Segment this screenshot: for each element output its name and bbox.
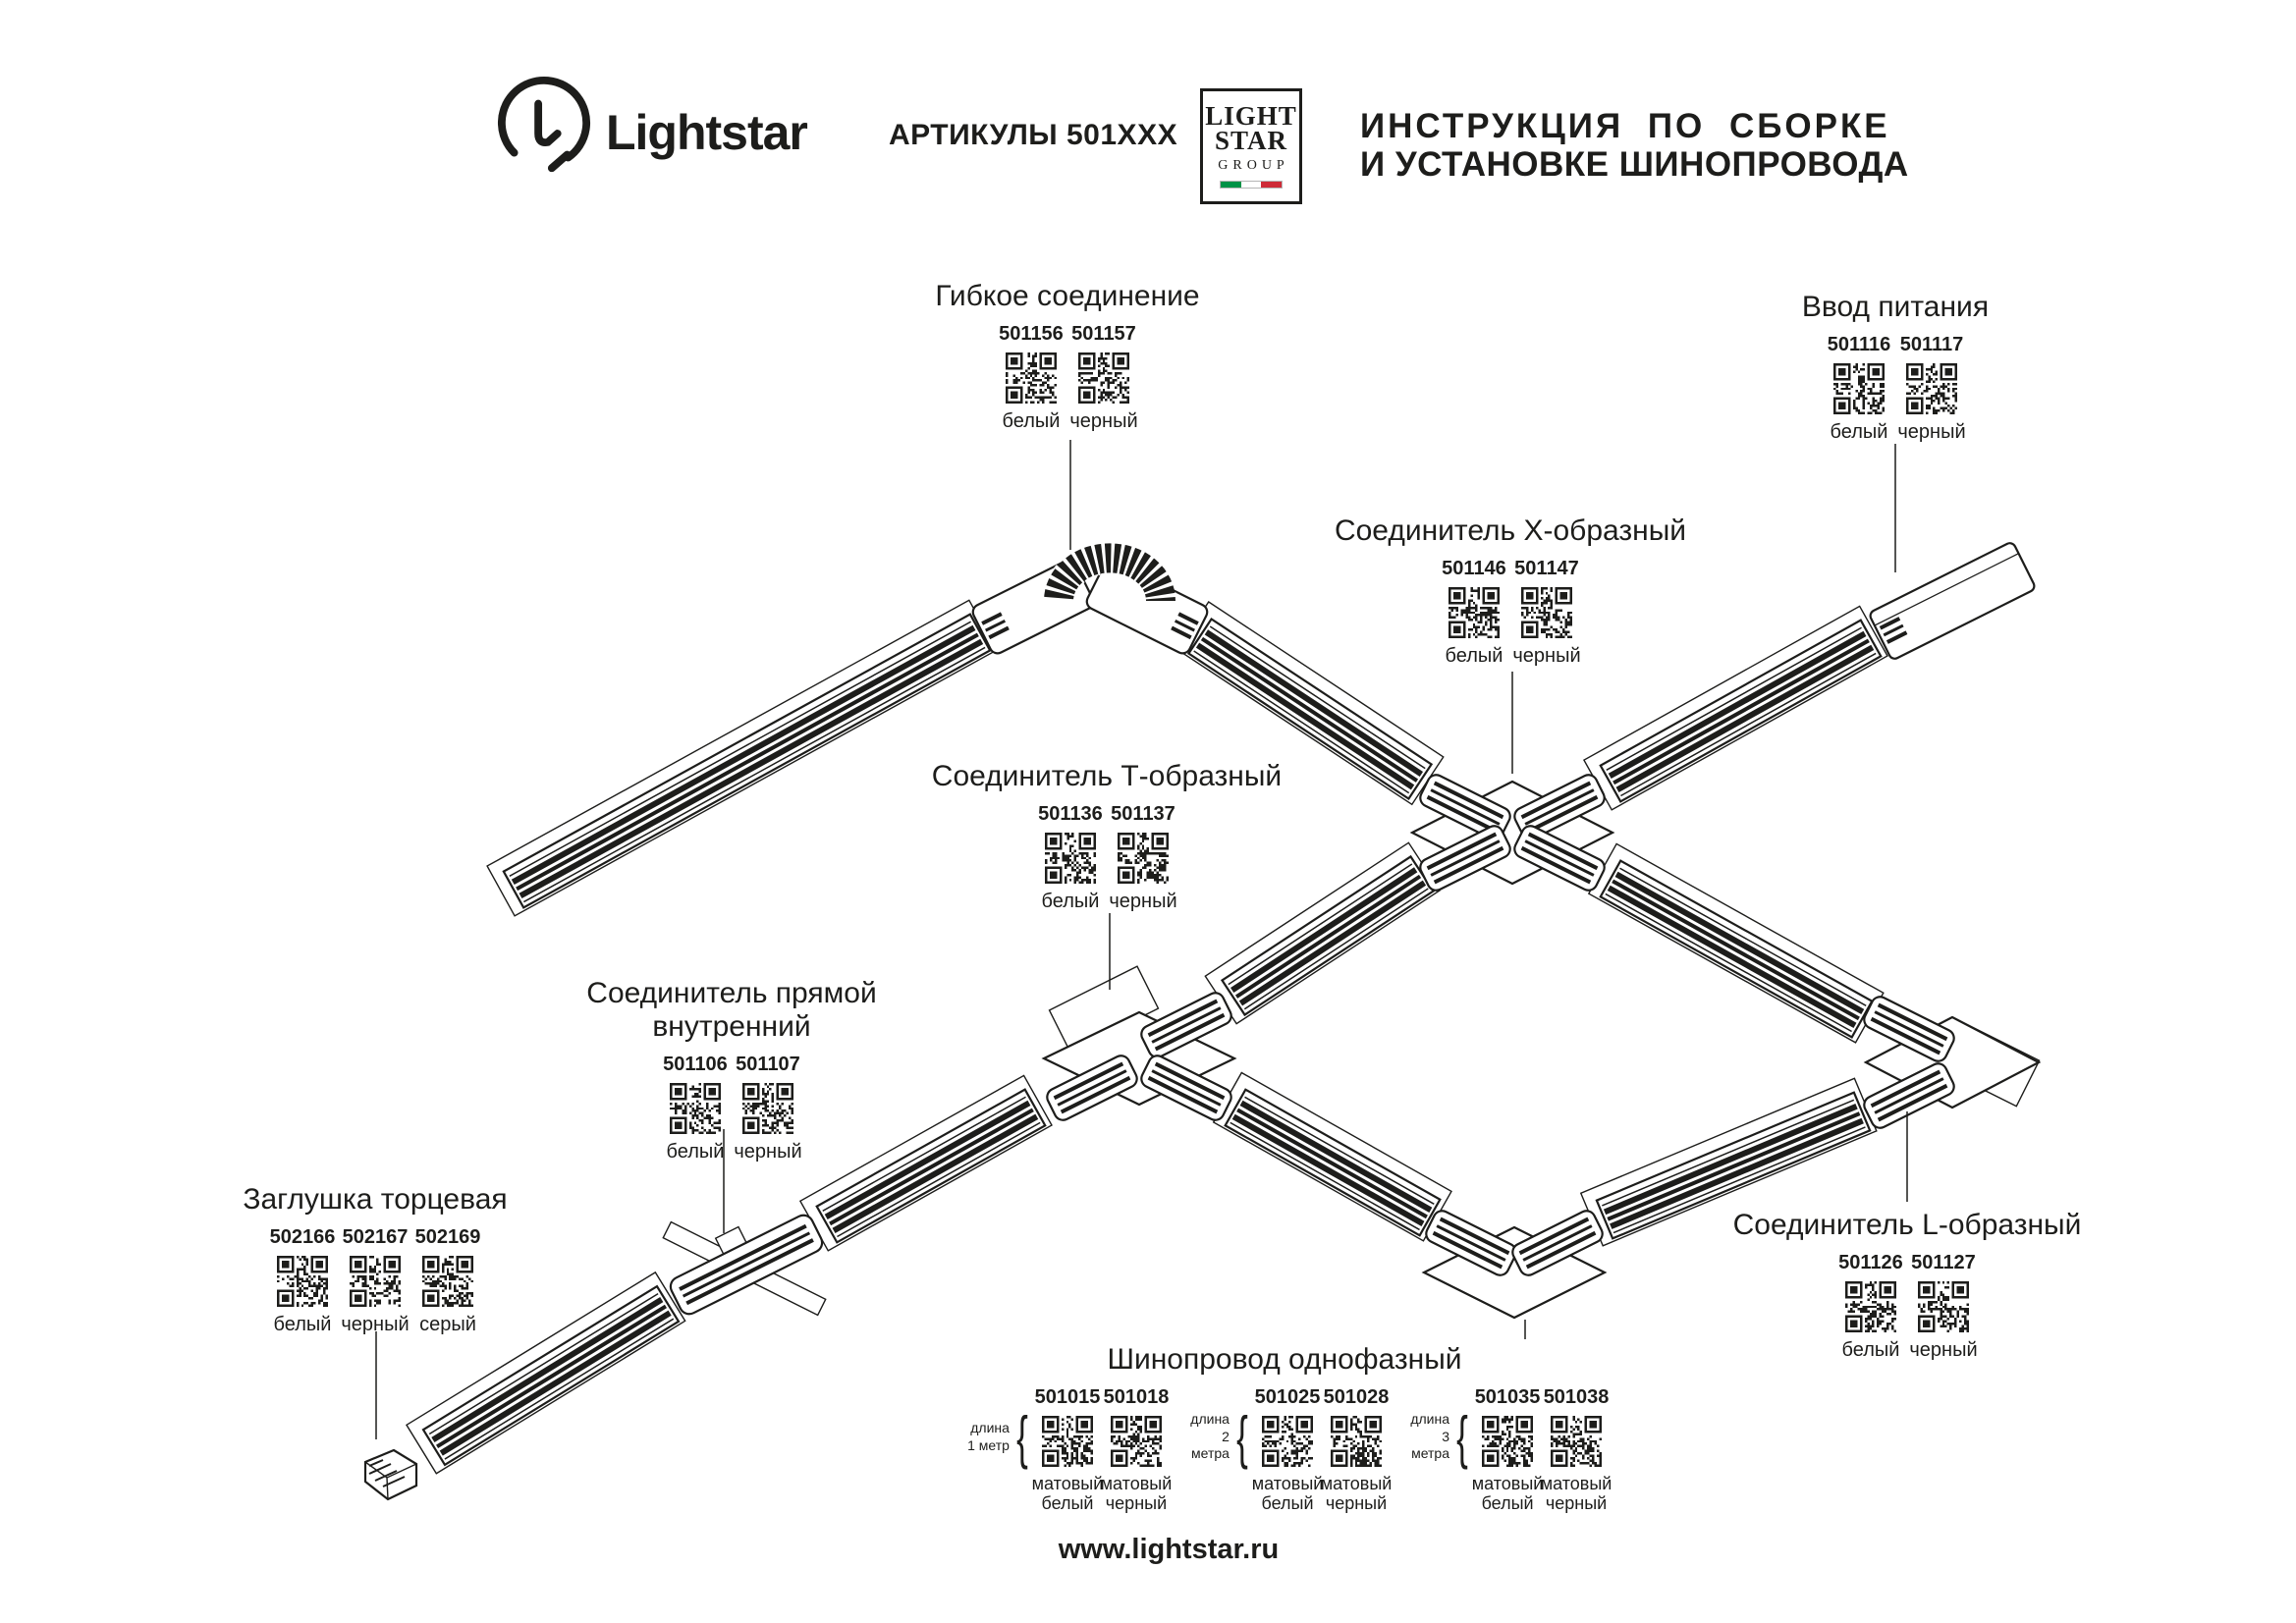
qr-row [506, 1054, 957, 1163]
brace: { [1456, 1404, 1468, 1470]
article-number: 501038 [1543, 1386, 1610, 1408]
article-item [1031, 1386, 1104, 1514]
x-connector-drawing [1412, 772, 1613, 893]
group-logo-line1: LIGHT [1205, 101, 1297, 132]
qr-code [1551, 1416, 1602, 1467]
end-cap-drawing [365, 1450, 416, 1499]
qr-row [1689, 334, 2102, 443]
article-item [1111, 803, 1175, 912]
group-title: Соединитель прямой внутренний [586, 977, 877, 1043]
qr-code [1078, 352, 1129, 404]
article-number: 501028 [1323, 1386, 1390, 1408]
qr-code [1521, 587, 1572, 638]
group-flex-connection [861, 280, 1274, 432]
article-number: 502166 [269, 1226, 336, 1248]
article-number: 501035 [1474, 1386, 1541, 1408]
article-item [1838, 1252, 1903, 1361]
qr-code [350, 1256, 401, 1307]
articles-note: АРТИКУЛЫ 501XXX [889, 119, 1178, 151]
article-number: 501136 [1038, 803, 1103, 825]
length-label: длина 2 метра [1190, 1411, 1230, 1462]
group-logo-line2: STAR [1214, 126, 1288, 155]
qr-code [1111, 1416, 1162, 1467]
document-title-line2: И УСТАНОВКЕ ШИНОПРОВОДА [1360, 145, 1909, 185]
color-label: черный [734, 1141, 802, 1163]
group-x-connector [1304, 514, 1717, 667]
article-number: 501116 [1827, 334, 1891, 355]
article-item [343, 1226, 408, 1335]
color-label: матовый черный [1100, 1474, 1173, 1514]
article-number: 501147 [1514, 558, 1579, 579]
article-item [663, 1054, 728, 1163]
article-number: 501018 [1103, 1386, 1170, 1408]
color-label: черный [1512, 645, 1581, 667]
qr-row [861, 323, 1274, 432]
article-item [1442, 558, 1506, 667]
qr-code [742, 1083, 793, 1134]
article-item [1071, 323, 1136, 432]
length-variant [960, 1386, 1173, 1514]
color-label: белый [1830, 421, 1888, 443]
length-variant [1180, 1386, 1393, 1514]
article-item [1320, 1386, 1393, 1514]
group-track-single-phase [892, 1343, 1677, 1513]
article-number: 501127 [1911, 1252, 1976, 1273]
group-title: Соединитель Х-образный [1334, 514, 1687, 547]
color-label: матовый черный [1320, 1474, 1393, 1514]
l-connector-right-drawing [1861, 994, 2039, 1131]
article-number: 502167 [342, 1226, 409, 1248]
document-title-line1: ИНСТРУКЦИЯ ПО СБОРКЕ [1360, 107, 1890, 145]
qr-row [169, 1226, 581, 1335]
color-label: черный [341, 1314, 410, 1335]
color-label: черный [1069, 410, 1138, 432]
qr-code [1906, 363, 1957, 414]
article-item [1514, 558, 1579, 667]
group-title: Шинопровод однофазный [1107, 1343, 1462, 1376]
article-number: 501126 [1838, 1252, 1903, 1273]
qr-code [1845, 1281, 1896, 1332]
article-number: 502169 [414, 1226, 481, 1248]
article-item [1471, 1386, 1544, 1514]
group-title: Соединитель L-образный [1732, 1209, 2082, 1241]
brand-name: Lightstar [606, 105, 807, 160]
article-number: 501157 [1071, 323, 1136, 345]
t-connector-drawing [1044, 966, 1234, 1123]
group-title: Гибкое соединение [935, 280, 1200, 312]
group-logo-line3: GROUP [1218, 157, 1289, 173]
qr-code [1449, 587, 1500, 638]
group-title: Заглушка торцевая [243, 1183, 508, 1216]
brace: { [1016, 1404, 1028, 1470]
qr-row [1701, 1252, 2113, 1361]
qr-code [422, 1256, 473, 1307]
color-label: черный [1909, 1339, 1978, 1361]
group-title: Соединитель Т-образный [931, 760, 1283, 792]
article-number: 501117 [1899, 334, 1964, 355]
qr-code [1042, 1416, 1093, 1467]
article-number: 501015 [1034, 1386, 1101, 1408]
qr-code [1833, 363, 1885, 414]
qr-code [1118, 833, 1169, 884]
color-label: матовый белый [1031, 1474, 1104, 1514]
track-rail [1214, 1072, 1451, 1240]
color-label: белый [666, 1141, 725, 1163]
l-connector-bottom-drawing [1423, 1208, 1605, 1318]
qr-code [1482, 1416, 1533, 1467]
color-label: матовый белый [1471, 1474, 1544, 1514]
article-item [1540, 1386, 1613, 1514]
color-label: белый [1841, 1339, 1900, 1361]
qr-code [1045, 833, 1096, 884]
group-l-connector [1701, 1209, 2113, 1361]
qr-row [901, 803, 1313, 912]
color-label: черный [1897, 421, 1966, 443]
color-label: матовый черный [1540, 1474, 1613, 1514]
article-item [415, 1226, 480, 1335]
qr-code [1918, 1281, 1969, 1332]
group-title: Ввод питания [1801, 291, 1990, 323]
color-label: серый [419, 1314, 476, 1335]
brace: { [1236, 1404, 1248, 1470]
article-number: 501106 [663, 1054, 728, 1075]
flexible-connector-drawing [970, 558, 1210, 656]
article-item [736, 1054, 800, 1163]
power-feed-drawing [1869, 541, 2037, 661]
article-item [270, 1226, 335, 1335]
group-t-connector [901, 760, 1313, 912]
article-number: 501107 [736, 1054, 800, 1075]
qr-code [1262, 1416, 1313, 1467]
article-item [1899, 334, 1964, 443]
qr-row [1304, 558, 1717, 667]
color-label: матовый белый [1251, 1474, 1324, 1514]
website-url: www.lightstar.ru [1058, 1534, 1280, 1565]
group-power-feed [1689, 291, 2102, 443]
color-label: белый [1041, 891, 1100, 912]
track-rail [1589, 843, 1884, 1042]
article-item [1251, 1386, 1324, 1514]
article-number: 501137 [1111, 803, 1175, 825]
qr-code [670, 1083, 721, 1134]
color-label: белый [273, 1314, 332, 1335]
color-label: белый [1002, 410, 1061, 432]
group-straight-connector [506, 977, 957, 1163]
article-item [1100, 1386, 1173, 1514]
qr-code [1331, 1416, 1382, 1467]
group-end-cap [169, 1183, 581, 1335]
qr-code [277, 1256, 328, 1307]
article-item [1827, 334, 1891, 443]
length-label: длина 3 метра [1410, 1411, 1450, 1462]
color-label: белый [1445, 645, 1503, 667]
article-number: 501156 [999, 323, 1064, 345]
article-number: 501146 [1442, 558, 1506, 579]
article-item [1038, 803, 1103, 912]
length-label: длина 1 метр [967, 1420, 1010, 1453]
article-item [1911, 1252, 1976, 1361]
qr-code [1006, 352, 1057, 404]
article-item [999, 323, 1064, 432]
color-label: черный [1109, 891, 1177, 912]
article-number: 501025 [1254, 1386, 1321, 1408]
qr-row [892, 1386, 1677, 1513]
length-variant [1400, 1386, 1613, 1514]
straight-connector-drawing [659, 1196, 825, 1317]
